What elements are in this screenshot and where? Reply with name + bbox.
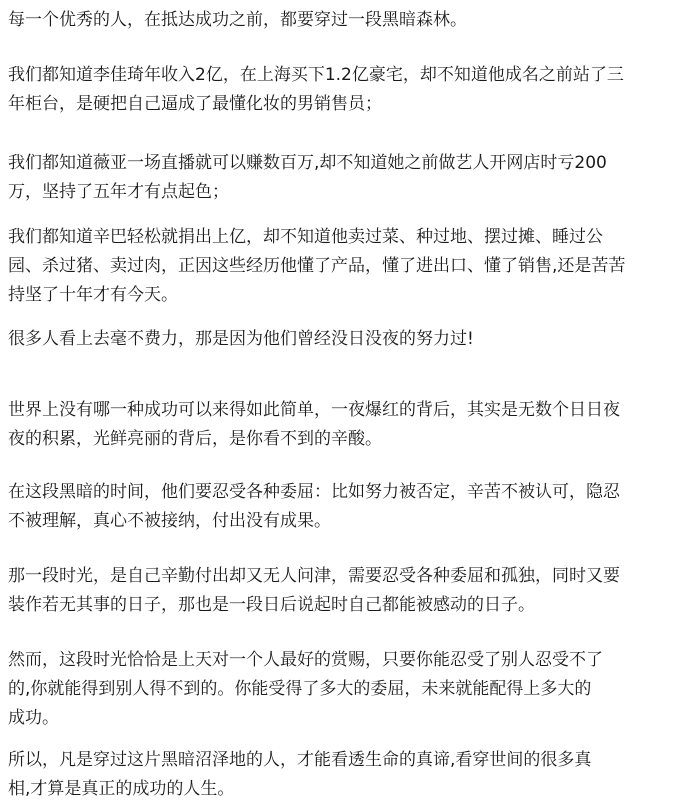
paragraph-9: [8, 646, 603, 733]
paragraph-line: 我们都知道李佳琦年收入2亿，在上海买下1.2亿豪宅，却不知道他成名之前站了三: [8, 65, 624, 85]
paragraph-line: 园、杀过猪、卖过肉，正因这些经历他懂了产品，懂了进出口、懂了销售,还是苦苦: [8, 256, 626, 276]
paragraph-6: [8, 396, 620, 454]
paragraph-line: 然而，这段时光恰恰是上天对一个人最好的赏赐，只要你能忍受了别人忍受不了: [8, 650, 603, 670]
paragraph-3: [8, 149, 607, 207]
paragraph-7: [8, 478, 620, 536]
paragraph-line: 夜的积累，光鲜亮丽的背后，是你看不到的辛酸。: [8, 429, 382, 449]
paragraph-line: 世界上没有哪一种成功可以来得如此简单，一夜爆红的背后，其实是无数个日日夜: [8, 400, 620, 420]
paragraph-line: 在这段黑暗的时间，他们要忍受各种委屈：比如努力被否定，辛苦不被认可，隐忍: [8, 482, 620, 502]
paragraph-line: 所以，凡是穿过这片黑暗沼泽地的人，才能看透生命的真谛,看穿世间的很多真: [8, 750, 592, 770]
paragraph-5: [8, 325, 474, 354]
paragraph-line: 的,你就能得到别人得不到的。你能受得了多大的委屈，未来就能配得上多大的: [8, 679, 592, 699]
paragraph-8: [8, 562, 620, 620]
paragraph-2: [8, 61, 624, 119]
paragraph-line: 我们都知道辛巴轻松就捐出上亿，却不知道他卖过菜、种过地、摆过摊、睡过公: [8, 227, 603, 247]
paragraph-line: 相,才算是真正的成功的人生。: [8, 779, 235, 799]
paragraph-line: 很多人看上去毫不费力，那是因为他们曾经没日没夜的努力过!: [8, 329, 474, 349]
paragraph-1: [8, 6, 467, 35]
paragraph-line: 每一个优秀的人，在抵达成功之前，都要穿过一段黑暗森林。: [8, 10, 467, 30]
paragraph-line: 装作若无其事的日子，那也是一段日后说起时自己都能被感动的日子。: [8, 595, 535, 615]
paragraph-line: 我们都知道薇亚一场直播就可以赚数百万,却不知道她之前做艺人开网店时亏200: [8, 153, 607, 173]
paragraph-10: [8, 746, 591, 804]
paragraph-line: 年柜台，是硬把自己逼成了最懂化妆的男销售员；: [8, 94, 382, 114]
paragraph-line: 持坚了十年才有今天。: [8, 285, 178, 305]
paragraph-line: 不被理解，真心不被接纳，付出没有成果。: [8, 511, 331, 531]
paragraph-line: 那一段时光，是自己辛勤付出却又无人问津，需要忍受各种委屈和孤独，同时又要: [8, 566, 620, 586]
paragraph-line: 成功。: [8, 708, 59, 728]
paragraph-line: 万，坚持了五年才有点起色；: [8, 182, 229, 202]
paragraph-4: [8, 223, 625, 310]
